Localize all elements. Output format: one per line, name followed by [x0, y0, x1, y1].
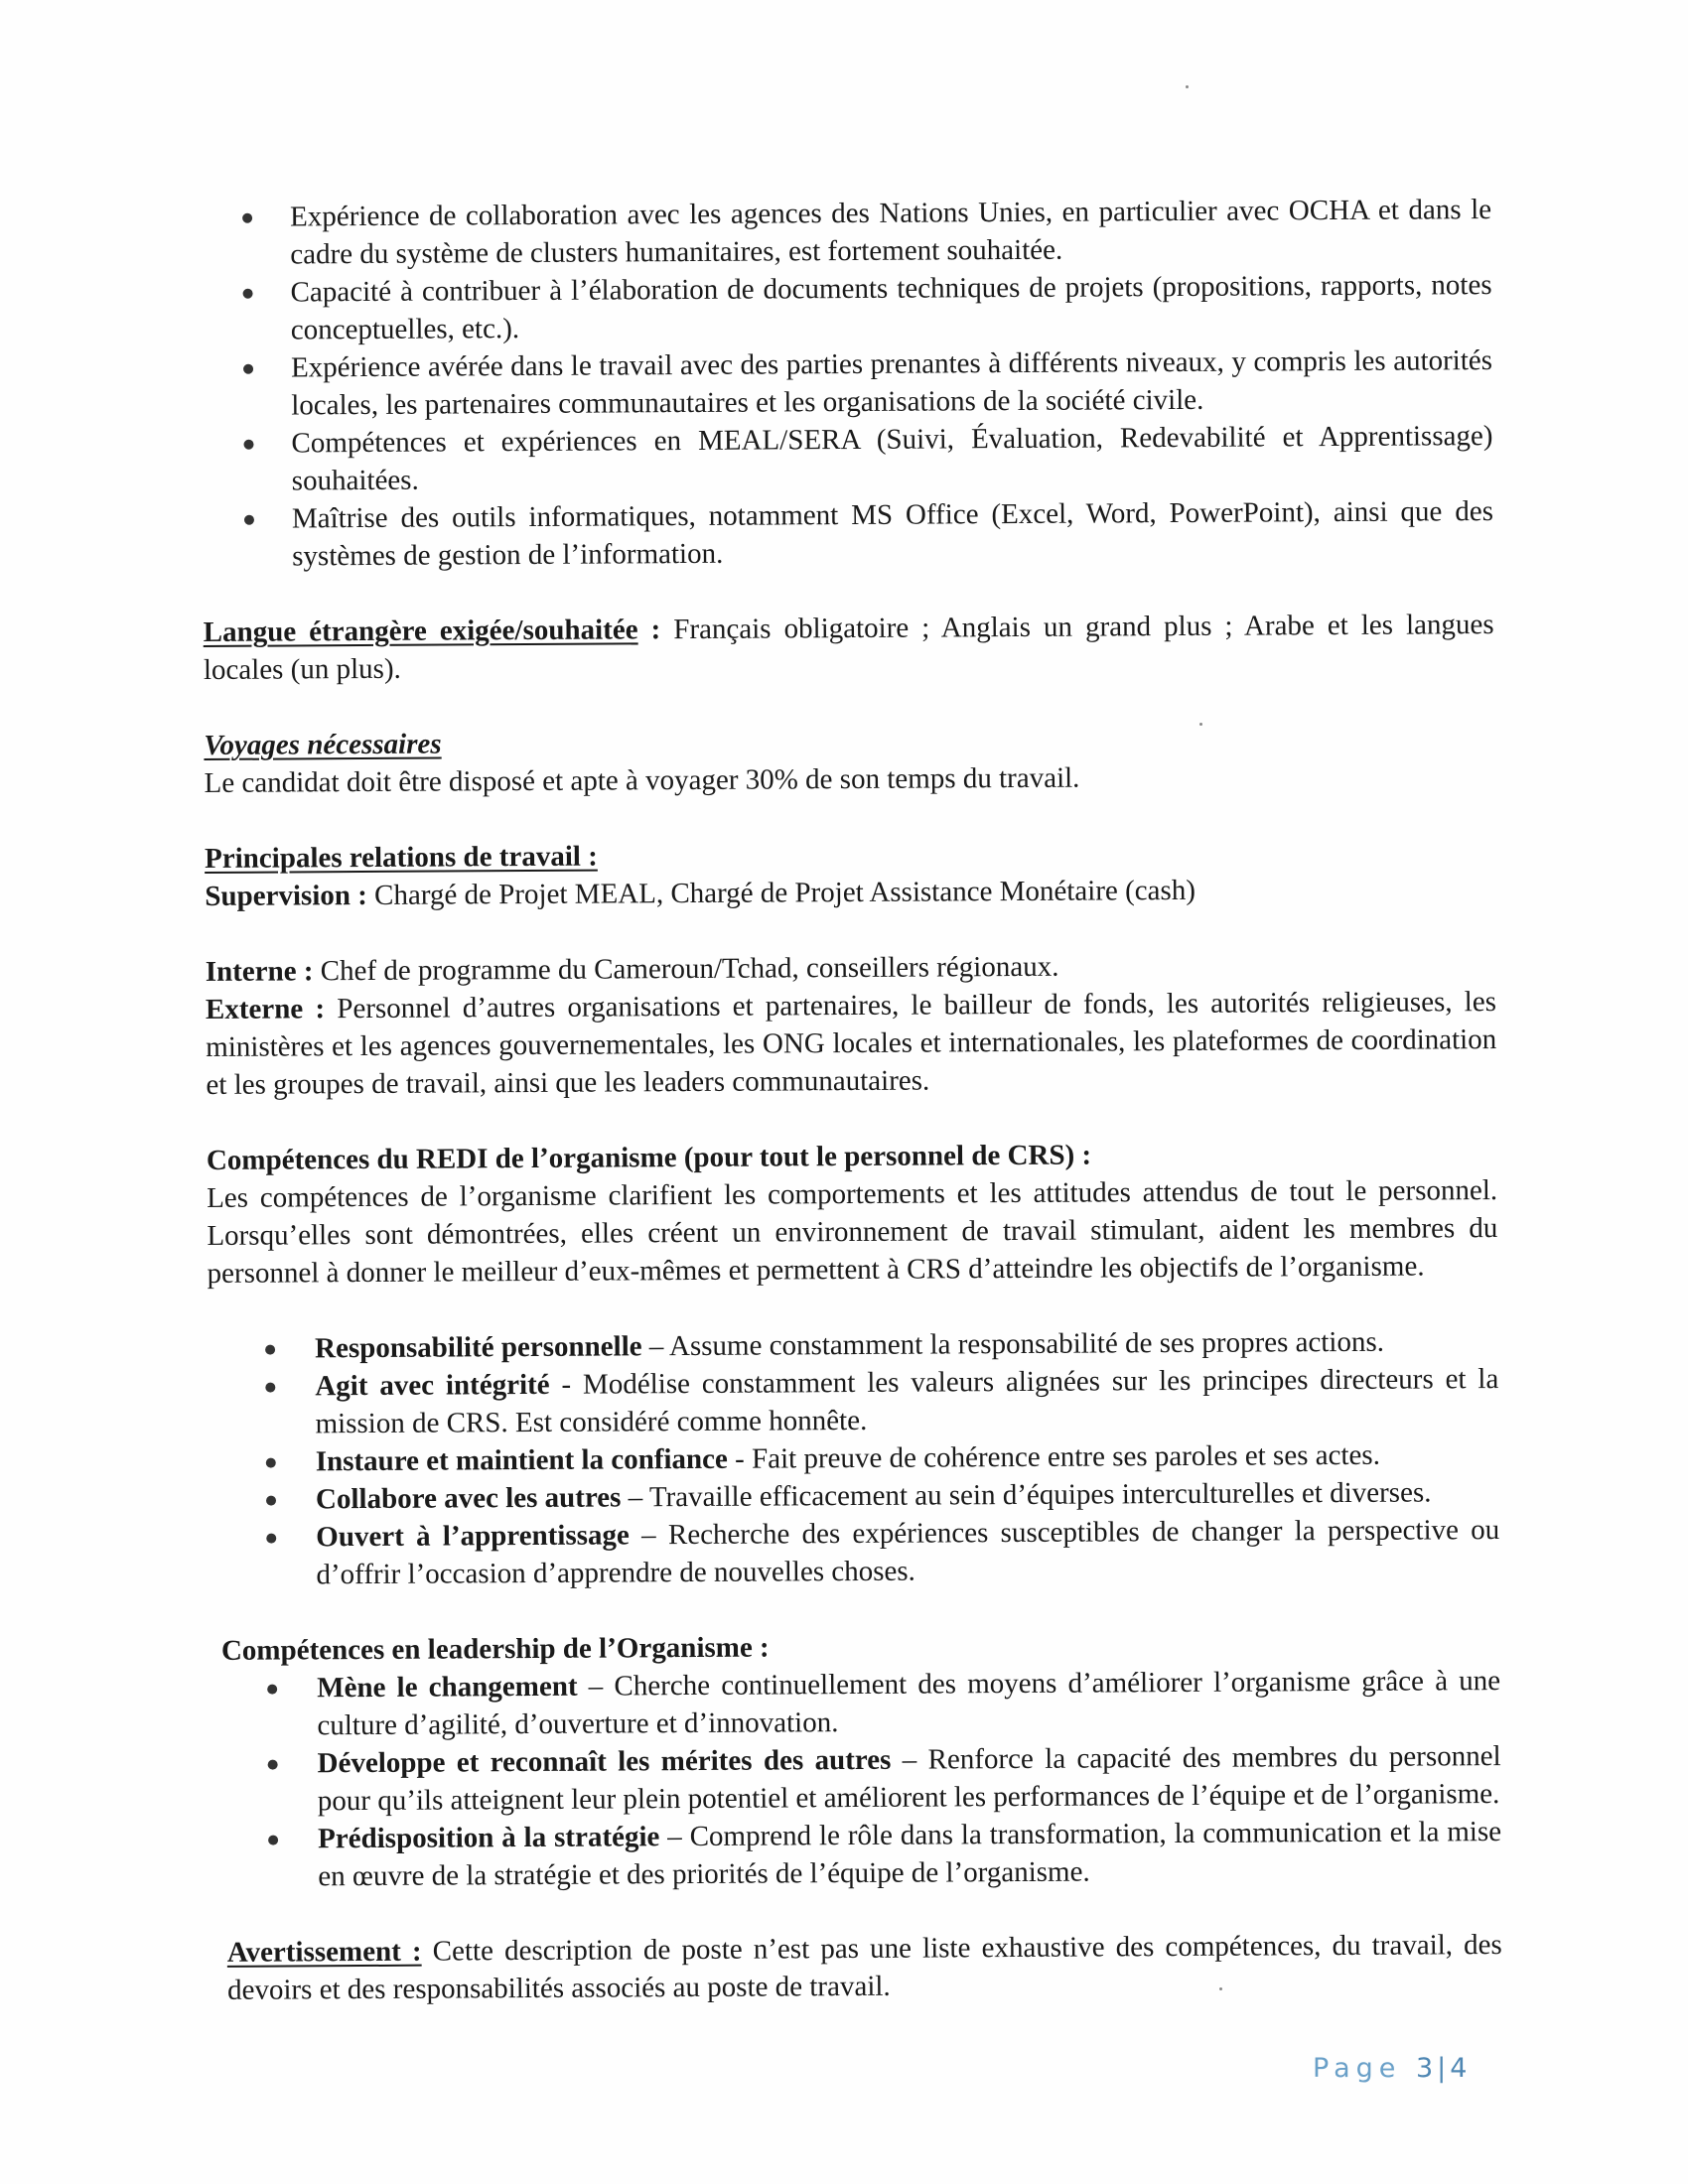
external-line — [206, 983, 1497, 1104]
current-page-number: 3 — [1415, 2053, 1434, 2084]
relations-heading: Principales relations de travail : — [204, 840, 598, 875]
internal-text: Chef de programme du Cameroun/Tchad, conseillers régionaux. — [313, 950, 1059, 988]
bullet-icon — [243, 440, 253, 450]
disclaimer-label: Avertissement : — [226, 1935, 422, 1969]
competency-item: Agit avec intégrité - Modélise constamment les valeurs alignées sur les principes directeurs et la mission de CRS. Est considéré comme honnête. — [208, 1360, 1498, 1443]
bullet-icon — [266, 1458, 276, 1468]
languages-section — [204, 606, 1494, 689]
languages-text: Français obligatoire ; Anglais un grand plus ; Arabe et les langues locales (un plus). — [203, 609, 1494, 686]
scan-speck — [1186, 85, 1189, 88]
requirement-item: Expérience de collaboration avec les agences des Nations Unies, en particulier avec OCHA et dans le cadre du système de clusters humanitaires, est fortement souhaitée. — [201, 191, 1491, 274]
external-label: Externe : — [205, 993, 326, 1025]
document-body — [201, 191, 1502, 2009]
competency-item: Prédisposition à la stratégie – Comprend le rôle dans la transformation, la communication et la mise en œuvre de la stratégie et des priorités de l’équipe de l’organisme. — [211, 1813, 1501, 1896]
languages-colon: : — [637, 614, 674, 646]
bullet-icon — [266, 1496, 276, 1506]
requirements-list — [201, 191, 1493, 576]
bullet-icon — [244, 515, 254, 525]
requirement-item: Compétences et expériences en MEAL/SERA (Suivi, Évaluation, Redevabilité et Apprentissage) souhaitées. — [202, 417, 1492, 500]
bullet-icon — [243, 289, 253, 299]
competency-item: Instaure et maintient la confiance - Fait preuve de cohérence entre ses paroles et ses actes. — [209, 1435, 1499, 1481]
requirement-item: Maîtrise des outils informatiques, notamment MS Office (Excel, Word, PowerPoint), ainsi que des systèmes de gestion de l’information. — [203, 492, 1493, 576]
requirement-item: Capacité à contribuer à l’élaboration de documents techniques de projets (propositions, rapports, notes conceptuelles, etc.). — [201, 266, 1491, 349]
external-text: Personnel d’autres organisations et partenaires, le bailleur de fonds, les autorités religieuses, les ministères et les agences gouvernementales, les ONG locales et internationales, les plateformes de coordination et les groupes de travail, ainsi que les leaders communautaires. — [206, 986, 1497, 1101]
requirement-item: Expérience avérée dans le travail avec des parties prenantes à différents niveaux, y compris les autorités locales, les partenaires communautaires et les organisations de la société civile. — [202, 341, 1492, 425]
disclaimer — [211, 1926, 1502, 2009]
supervision-label: Supervision : — [205, 879, 367, 912]
bullet-icon — [267, 1685, 277, 1695]
leadership-heading: Compétences en leadership de l’Organisme : — [220, 1631, 770, 1667]
bullet-icon — [243, 364, 253, 374]
travel-heading: Voyages nécessaires — [204, 728, 442, 761]
redi-competencies-list — [208, 1322, 1500, 1594]
redi-intro: Les compétences de l’organisme clarifient les comportements et les attitudes attendus de tout le personnel. Lorsqu’elles sont démontrées, elles créent un environnement de travail stimulant, aident les membres du personnel à donner le meilleur d’eux-mêmes et permettent à CRS d’atteindre les objectifs de l’organisme. — [207, 1174, 1498, 1290]
bullet-icon — [265, 1345, 275, 1355]
page-word: Page — [1313, 2053, 1402, 2084]
leadership-competencies-list — [210, 1662, 1501, 1896]
travel-text: Le candidat doit être disposé et apte à voyager 30% de son temps du travail. — [204, 761, 1080, 799]
competency-item: Responsabilité personnelle – Assume constamment la responsabilité de ses propres actions. — [208, 1322, 1498, 1368]
page-number-footer — [1313, 2053, 1467, 2084]
page-separator: | — [1437, 2053, 1447, 2084]
redi-heading: Compétences du REDI de l’organisme (pour tout le personnel de CRS) : — [206, 1139, 1092, 1176]
total-pages-number: 4 — [1450, 2053, 1468, 2084]
competency-item: Collabore avec les autres – Travaille efficacement au sein d’équipes interculturelles et diverses. — [209, 1473, 1499, 1519]
disclaimer-text: Cette description de poste n’est pas une liste exhaustive des compétences, du travail, des devoirs et des responsabilités associés au poste de travail. — [226, 1929, 1502, 2006]
bullet-icon — [268, 1760, 278, 1770]
bullet-icon — [242, 213, 252, 223]
competency-item: Ouvert à l’apprentissage – Recherche des expériences susceptibles de changer la perspective ou d’offrir l’occasion d’apprendre de nouvelles choses. — [209, 1511, 1499, 1594]
languages-heading: Langue étrangère exigée/souhaitée — [203, 614, 638, 648]
competency-item: Mène le changement – Cherche continuellement des moyens d’améliorer l’organisme grâce à une culture d’agilité, d’ouverture et d’innovation. — [210, 1662, 1500, 1745]
internal-label: Interne : — [205, 955, 314, 988]
bullet-icon — [265, 1383, 275, 1393]
bullet-icon — [268, 1836, 278, 1845]
bullet-icon — [266, 1534, 276, 1544]
competency-item: Développe et reconnaît les mérites des autres – Renforce la capacité des membres du personnel pour qu’ils atteignent leur plein potentiel et améliorent les performances de l’équipe et de l’organisme. — [211, 1737, 1501, 1821]
supervision-text: Chargé de Projet MEAL, Chargé de Projet Assistance Monétaire (cash) — [366, 874, 1196, 911]
